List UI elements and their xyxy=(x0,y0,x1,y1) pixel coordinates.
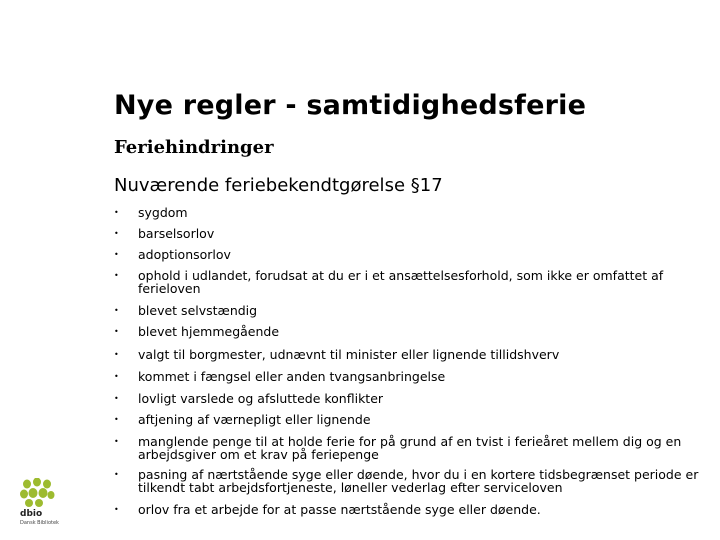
bullet-marker: • xyxy=(114,229,119,238)
list-item xyxy=(114,413,704,426)
logo-wordmark: dbio xyxy=(20,509,43,519)
list-item-text: pasning af nærtstående syge eller døende, hvor du i en kortere tidsbegrænset periode er tilkendt tabt arbejdsfortjeneste, løneller vederlag efter serviceloven xyxy=(138,467,699,495)
list-item xyxy=(114,304,704,317)
list-item-text: kommet i fængsel eller anden tvangsanbringelse xyxy=(138,369,446,384)
bullet-marker: • xyxy=(114,394,119,403)
list-item-text: ophold i udlandet, forudsat at du er i et ansættelsesforhold, som ikke er omfattet af ferieloven xyxy=(138,268,664,296)
list-item xyxy=(114,468,704,494)
list-item xyxy=(114,503,704,516)
list-item-text: blevet hjemmegående xyxy=(138,324,280,339)
bullet-marker: • xyxy=(114,505,119,514)
list-item xyxy=(114,227,704,240)
bullet-marker: • xyxy=(114,327,119,336)
bullet-marker: • xyxy=(114,306,119,315)
slide-subtitle: Feriehindringer xyxy=(114,137,274,158)
list-item-text: blevet selvstændig xyxy=(138,303,258,318)
list-item-text: valgt til borgmester, udnævnt til minister eller lignende tillidshverv xyxy=(138,347,560,362)
list-item xyxy=(114,206,704,219)
list-item xyxy=(114,392,704,405)
list-item xyxy=(114,435,704,461)
list-item xyxy=(114,348,704,361)
bullet-marker: • xyxy=(114,271,119,280)
list-item-text: manglende penge til at holde ferie for på grund af en tvist i ferieåret mellem dig og en arbejdsgiver om et krav på feriepenge xyxy=(138,434,682,462)
section-heading: Nuværende feriebekendtgørelse §17 xyxy=(114,175,443,196)
bullet-marker: • xyxy=(114,470,119,479)
bullet-marker: • xyxy=(114,250,119,259)
list-item xyxy=(114,269,704,295)
list-item-text: aftjening af værnepligt eller lignende xyxy=(138,412,371,427)
list-item-text: lovligt varslede og afsluttede konflikter xyxy=(138,391,384,406)
bullet-marker: • xyxy=(114,372,119,381)
list-item xyxy=(114,370,704,383)
list-item xyxy=(114,325,704,338)
bullet-marker: • xyxy=(114,437,119,446)
logo-tagline: Dansk Bibliotek xyxy=(20,520,59,526)
list-item-text: barselsorlov xyxy=(138,226,215,241)
list-item-text: orlov fra et arbejde for at passe nærtstående syge eller døende. xyxy=(138,502,541,517)
bullet-marker: • xyxy=(114,208,119,217)
bullet-marker: • xyxy=(114,350,119,359)
slide-title: Nye regler - samtidighedsferie xyxy=(114,90,587,121)
list-item-text: sygdom xyxy=(138,205,188,220)
bullet-marker: • xyxy=(114,415,119,424)
list-item-text: adoptionsorlov xyxy=(138,247,231,262)
list-item xyxy=(114,248,704,261)
